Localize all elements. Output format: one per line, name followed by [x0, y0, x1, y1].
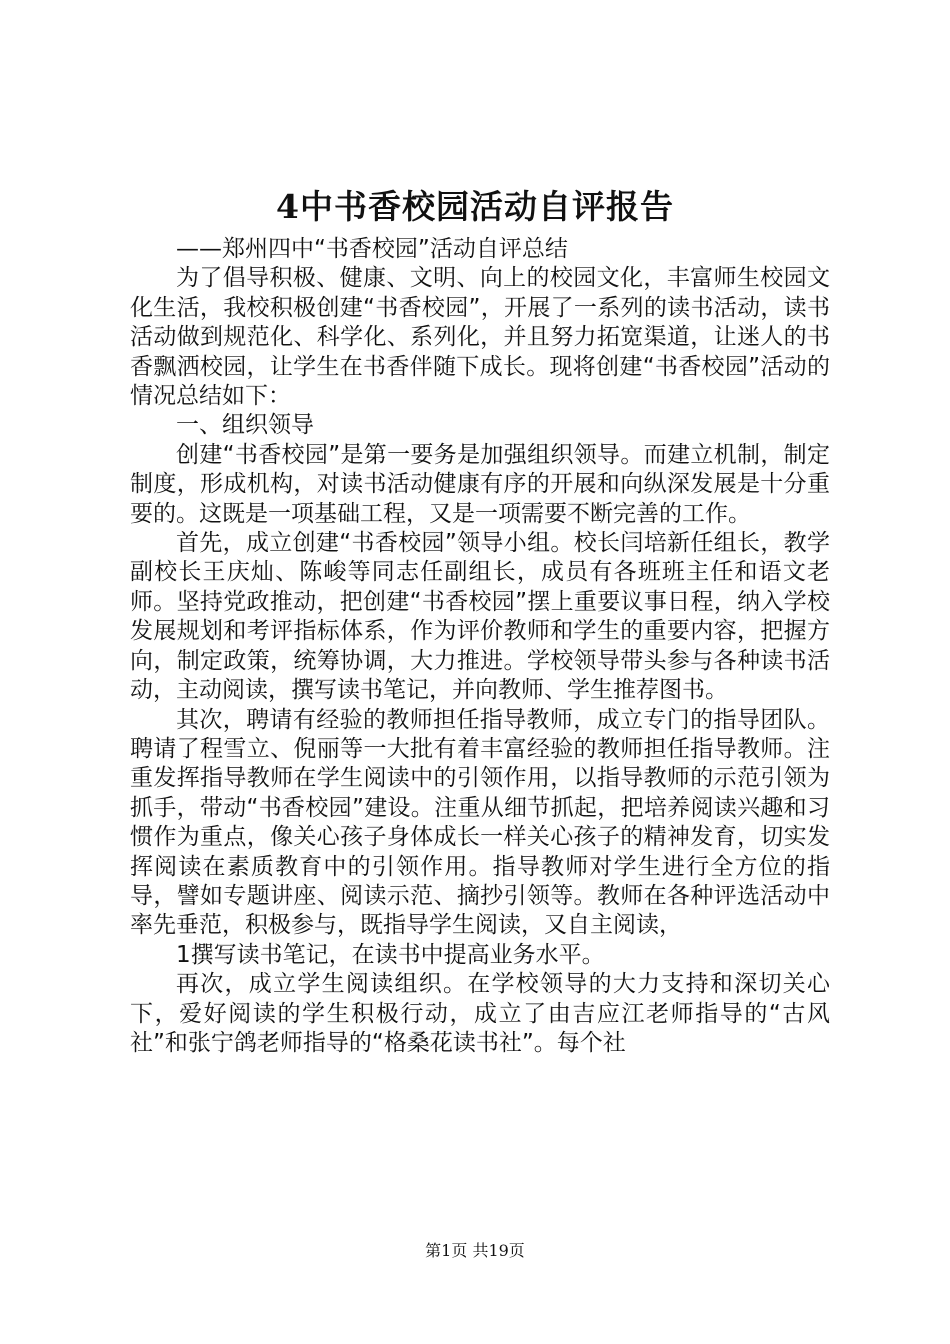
paragraph: 其次，聘请有经验的教师担任指导教师，成立专门的指导团队。聘请了程雪立、倪丽等一大批有着丰富经验的教师担任指导教师。注重发挥指导教师在学生阅读中的引领作用，以指导教师的示范引领为抓手，带动“书香校园”建设。注重从细节抓起，把培养阅读兴趣和习惯作为重点，像关心孩子身体成长一样关心孩子的精神发育，切实发挥阅读在素质教育中的引领作用。指导教师对学生进行全方位的指导，譬如专题讲座、阅读示范、摘抄引领等。教师在各种评选活动中率先垂范，积极参与，既指导学生阅读，又自主阅读，	[130, 706, 830, 939]
paragraph: 1撰写读书笔记，在读书中提高业务水平。	[176, 941, 605, 968]
subtitle: ——郑州四中“书香校园”活动自评总结	[176, 236, 568, 262]
paragraph: 首先，成立创建“书香校园”领导小组。校长闫培新任组长，教学副校长王庆灿、陈峻等同志任副组长，成员有各班班主任和语文老师。坚持党政推动，把创建“书香校园”摆上重要议事日程，纳入学校发展规划和考评指标体系，作为评价教师和学生的重要内容，把握方向，制定政策，统筹协调，大力推进。学校领导带头参与各种读书活动，主动阅读，撰写读书笔记，并向教师、学生推荐图书。	[130, 530, 830, 704]
paragraph: 创建“书香校园”是第一要务是加强组织领导。而建立机制，制定制度，形成机构，对读书活动健康有序的开展和向纵深发展是十分重要的。这既是一项基础工程，又是一项需要不断完善的工作。	[130, 441, 830, 527]
paragraph: 再次，成立学生阅读组织。在学校领导的大力支持和深切关心下，爱好阅读的学生积极行动，成立了由吉应江老师指导的“古风社”和张宁鸽老师指导的“格桑花读书社”。每个社	[130, 971, 830, 1056]
document-body	[130, 235, 830, 1058]
section-heading: 一、组织领导	[176, 412, 314, 439]
page-number-footer: 第1页 共19页	[425, 1241, 525, 1260]
document-title: 4中书香校园活动自评报告	[276, 187, 674, 226]
paragraph-intro: 为了倡导积极、健康、文明、向上的校园文化，丰富师生校园文化生活，我校积极创建“书香校园”，开展了一系列的读书活动，读书活动做到规范化、科学化、系列化，并且努力拓宽渠道，让迷人的书香飘洒校园，让学生在书香伴随下成长。现将创建“书香校园”活动的情况总结如下：	[130, 265, 830, 410]
